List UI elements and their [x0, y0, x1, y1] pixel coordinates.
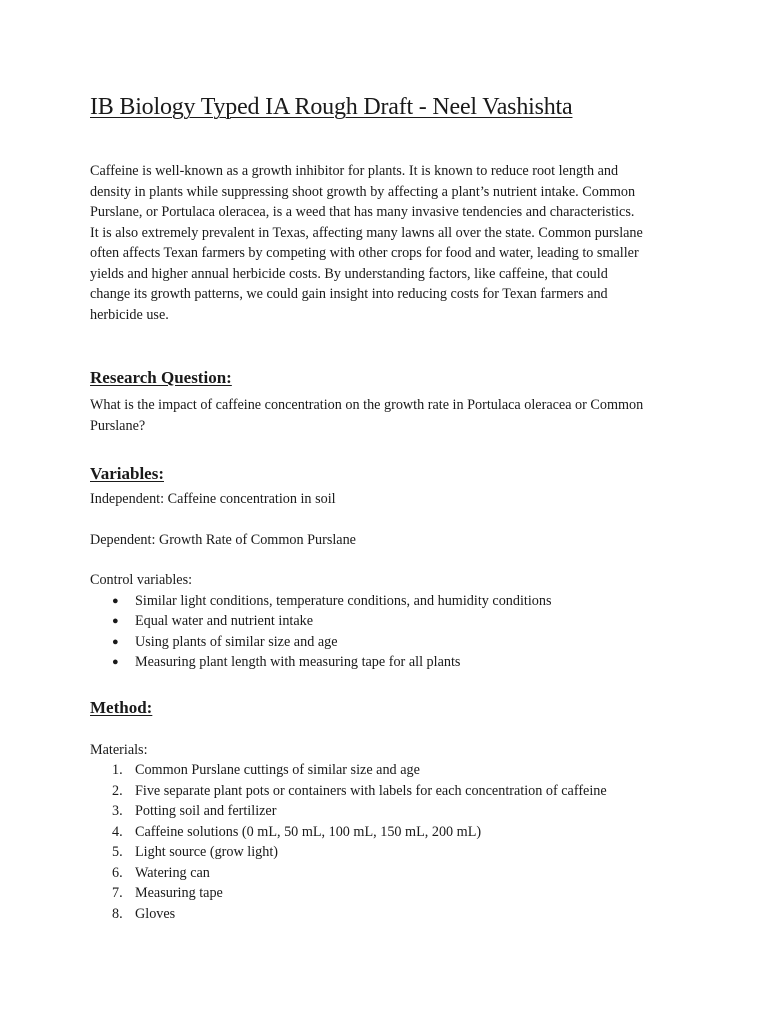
research-question-line: Purslane?: [90, 417, 146, 434]
research-question-line: What is the impact of caffeine concentration on the growth rate in Portulaca oleracea or Common: [90, 397, 644, 413]
intro-line: change its growth patterns, we could gain insight into reducing costs for Texan farmers and: [90, 286, 608, 302]
materials-label: Materials:: [90, 741, 148, 758]
bullet-icon: ●: [112, 594, 119, 607]
list-number: 4.: [112, 823, 123, 840]
intro-line: often affects Texan farmers by competing with other crops for food and water, leading to smaller: [90, 245, 639, 261]
list-item-text: Potting soil and fertilizer: [135, 803, 277, 819]
list-item: [90, 781, 690, 802]
independent-variable: Independent: Caffeine concentration in soil: [90, 491, 336, 507]
list-item-text: Measuring tape: [135, 885, 223, 901]
research-question-heading: Research Question:: [90, 368, 232, 387]
list-item-text: Caffeine solutions (0 mL, 50 mL, 100 mL, 150 mL, 200 mL): [135, 823, 482, 840]
list-item-text: Measuring plant length with measuring tape for all plants: [135, 654, 461, 670]
list-number: 1.: [112, 762, 123, 778]
method-heading: Method:: [90, 697, 153, 717]
bullet-icon: ●: [112, 656, 119, 668]
list-item: [90, 632, 690, 653]
intro-line: Purslane, or Portulaca oleracea, is a weed that has many invasive tendencies and characteristics.: [90, 204, 635, 220]
list-item-text: Watering can: [135, 864, 210, 881]
list-number: 8.: [112, 905, 123, 922]
list-number: 2.: [112, 782, 123, 799]
materials-list: [90, 760, 690, 924]
list-item-text: Five separate plant pots or containers with labels for each concentration of caffeine: [135, 782, 607, 799]
list-item: [90, 822, 690, 843]
list-item-text: Equal water and nutrient intake: [135, 613, 314, 629]
list-number: 3.: [112, 803, 123, 819]
list-item: [90, 652, 690, 673]
list-number: 7.: [112, 885, 123, 901]
dependent-variable: Dependent: Growth Rate of Common Purslane: [90, 531, 356, 548]
intro-line: yields and higher annual herbicide costs. By understanding factors, like caffeine, that could: [90, 265, 608, 282]
intro-line: herbicide use.: [90, 306, 169, 323]
list-item-text: Using plants of similar size and age: [135, 633, 338, 650]
bullet-icon: ●: [112, 615, 119, 627]
list-item: [90, 863, 690, 884]
list-item: [90, 904, 690, 925]
list-item-text: Common Purslane cuttings of similar size and age: [135, 762, 420, 778]
list-item: [90, 883, 690, 904]
intro-line: Caffeine is well-known as a growth inhibitor for plants. It is known to reduce root length and: [90, 163, 619, 179]
list-item: [90, 760, 690, 781]
document-title: IB Biology Typed IA Rough Draft - Neel Vashishta: [90, 94, 573, 120]
list-item: [90, 801, 690, 822]
bullet-icon: ●: [112, 635, 119, 648]
intro-paragraph: [90, 161, 690, 325]
list-item-text: Similar light conditions, temperature conditions, and humidity conditions: [135, 592, 552, 609]
intro-line: It is also extremely prevalent in Texas, affecting many lawns all over the state. Common purslane: [90, 224, 643, 241]
document-page: [90, 88, 690, 924]
list-item: [90, 842, 690, 863]
control-variables-list: [90, 591, 690, 673]
control-variables-label: Control variables:: [90, 572, 193, 588]
list-number: 5.: [112, 844, 123, 860]
research-question-text: [90, 395, 690, 436]
intro-line: density in plants while suppressing shoot growth by affecting a plant’s nutrient intake. Common: [90, 183, 636, 200]
list-item: [90, 611, 690, 632]
list-item-text: Light source (grow light): [135, 844, 279, 860]
variables-heading: Variables:: [90, 464, 164, 483]
list-number: 6.: [112, 864, 123, 881]
list-item: [90, 591, 690, 612]
list-item-text: Gloves: [135, 905, 176, 922]
